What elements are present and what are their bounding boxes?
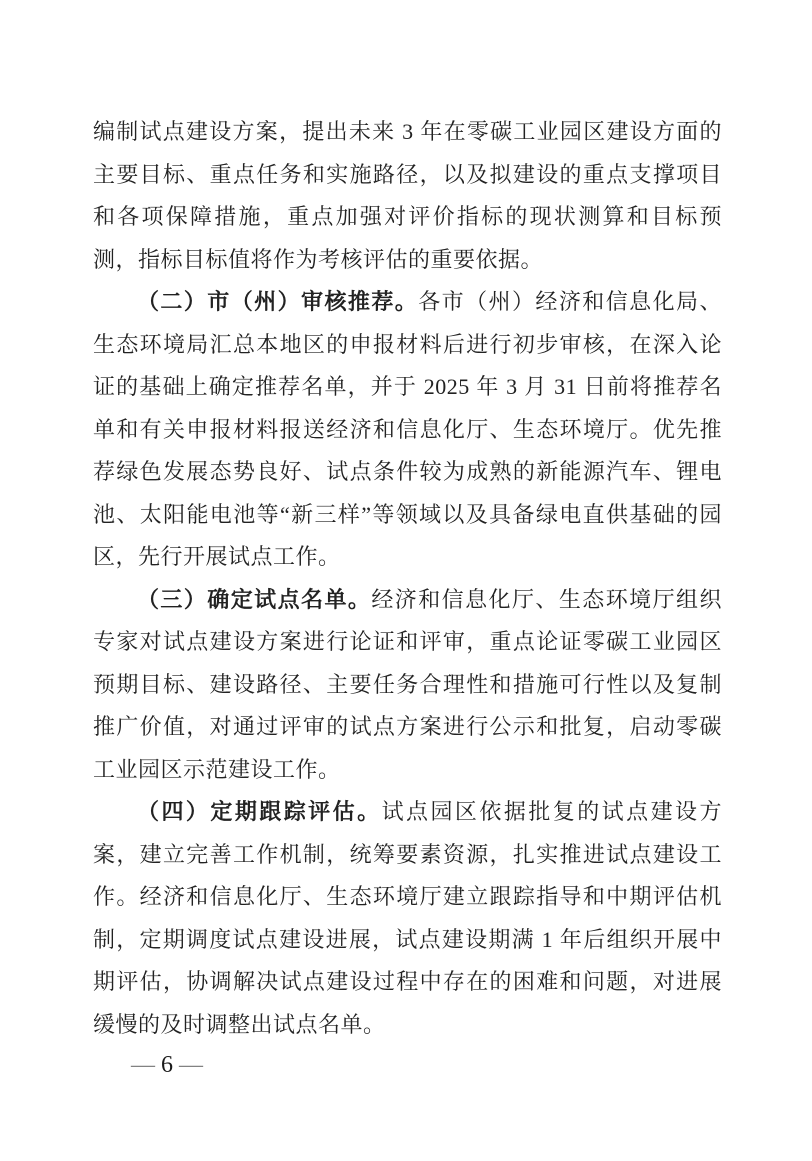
page-number: 6 <box>161 1052 173 1078</box>
paragraph <box>93 111 722 281</box>
paragraph-lead: （三）确定试点名单。 <box>137 586 372 612</box>
footer-dash-left: — <box>131 1052 155 1078</box>
paragraph-text: 试点园区依据批复的试点建设方案，建立完善工作机制，统筹要素资源，扎实推进试点建设工作。经济和信息化厅、生态环境厅建立跟踪指导和中期评估机制，定期调度试点建设进展，试点建设期满 1 年后组织开展中期评估，协调解决试点建设过程中存在的困难和问题，对进展缓慢的及时调整出试点名单。 <box>93 799 722 1037</box>
page-footer <box>125 1050 209 1080</box>
document-body <box>93 111 722 1046</box>
paragraph-text: 各市（州）经济和信息化局、生态环境局汇总本地区的申报材料后进行初步审核，在深入论证的基础上确定推荐名单，并于 2025 年 3 月 31 日前将推荐名单和有关申报材料报送经济和信息化厅、生态环境厅。优先推荐绿色发展态势良好、试点条件较为成熟的新能源汽车、锂电池、太阳能电池等“新三样”等领域以及具备绿电直供基础的园区，先行开展试点工作。 <box>93 289 722 569</box>
paragraph <box>93 791 722 1046</box>
paragraph <box>93 281 722 579</box>
paragraph-text: 经济和信息化厅、生态环境厅组织专家对试点建设方案进行论证和评审，重点论证零碳工业园区预期目标、建设路径、主要任务合理性和措施可行性以及复制推广价值，对通过评审的试点方案进行公示和批复，启动零碳工业园区示范建设工作。 <box>93 586 722 782</box>
paragraph-text: 编制试点建设方案，提出未来 3 年在零碳工业园区建设方面的主要目标、重点任务和实施路径，以及拟建设的重点支撑项目和各项保障措施，重点加强对评价指标的现状测算和目标预测，指标目标值将作为考核评估的重要依据。 <box>93 119 722 272</box>
footer-dash-right: — <box>179 1052 203 1078</box>
paragraph-lead: （二）市（州）审核推荐。 <box>137 289 419 314</box>
paragraph <box>93 579 722 792</box>
paragraph-lead: （四）定期跟踪评估。 <box>137 799 382 824</box>
